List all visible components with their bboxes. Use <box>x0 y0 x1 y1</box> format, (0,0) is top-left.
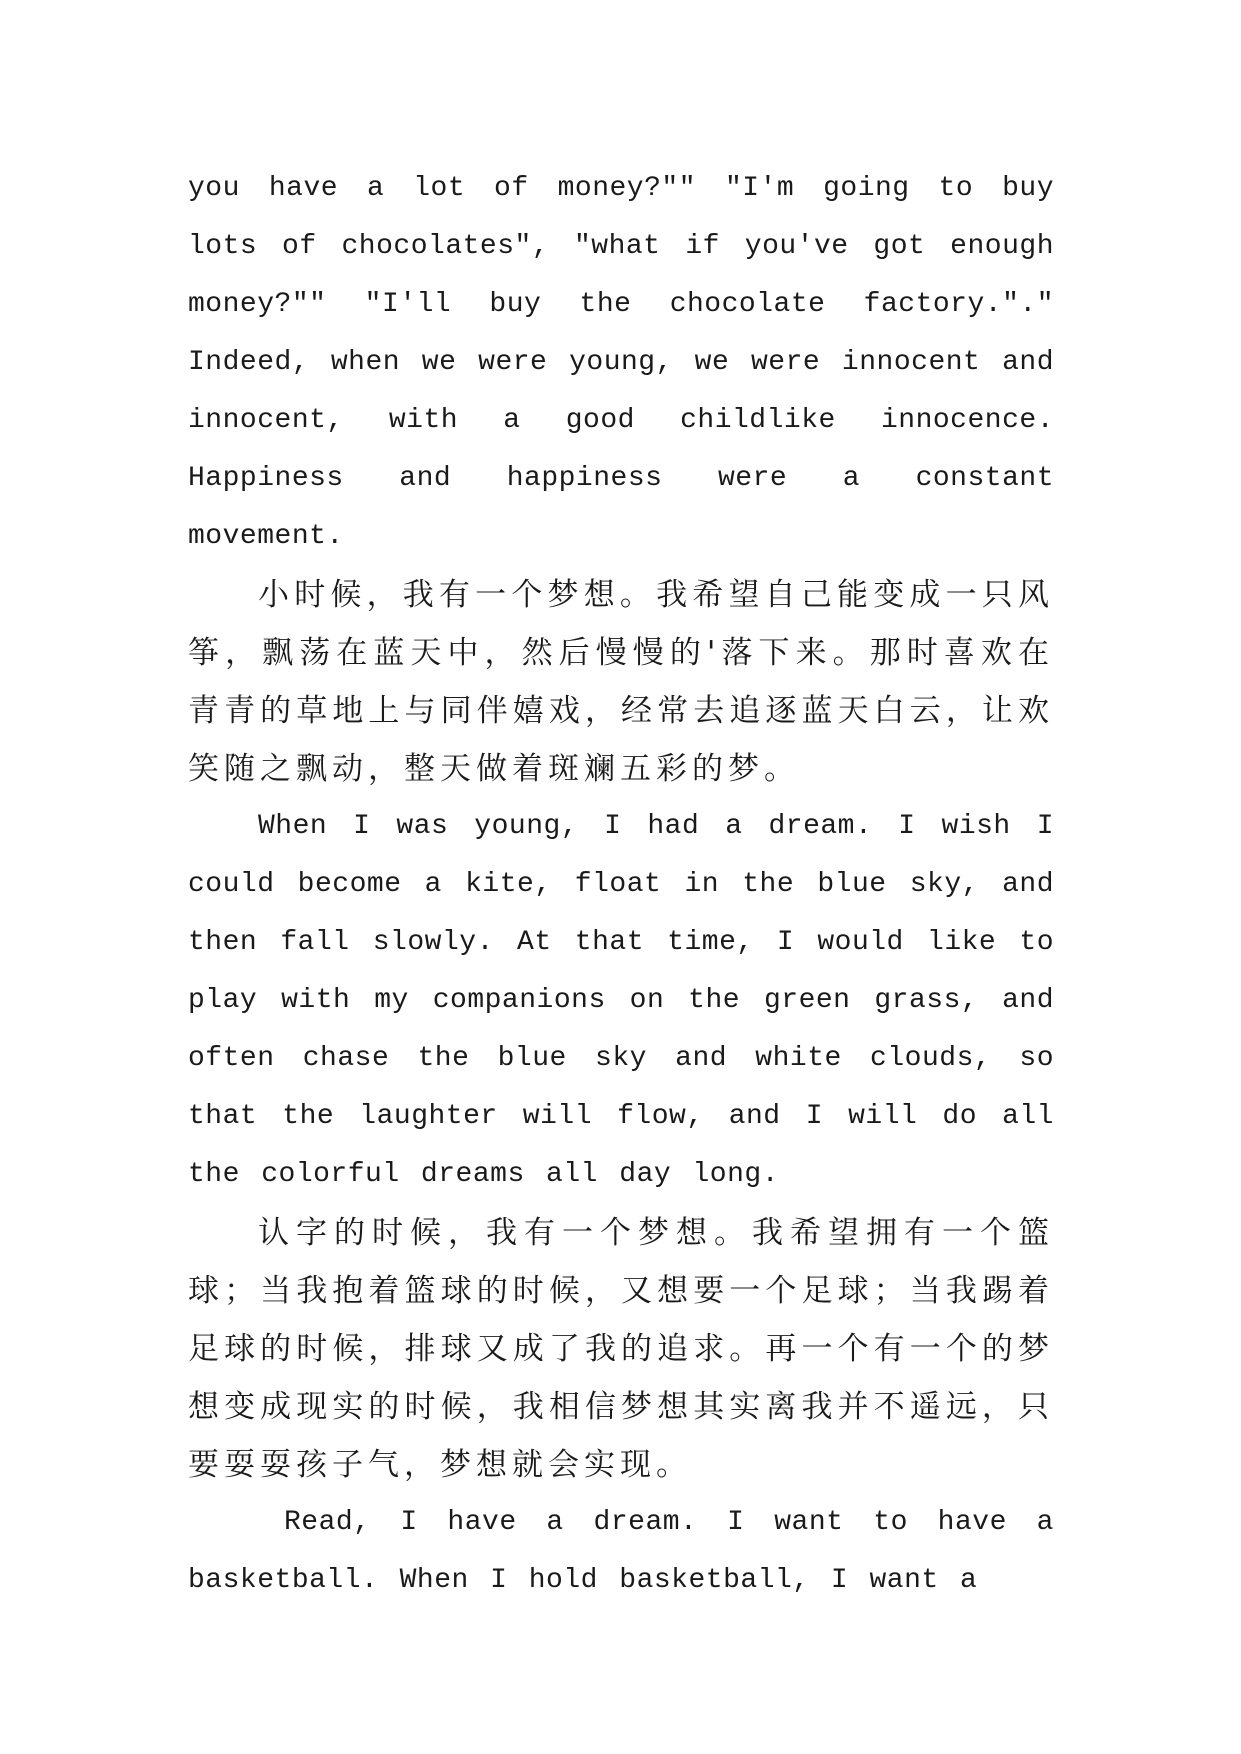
paragraph-chinese-ball-dream: 认字的时候，我有一个梦想。我希望拥有一个篮球；当我抱着篮球的时候，又想要一个足球；当我踢着足球的时候，排球又成了我的追求。再一个有一个的梦想变成现实的时候，我相信梦想其实离我并不遥远，只要耍耍孩子气，梦想就会实现。 <box>188 1215 1054 1483</box>
paragraph-chinese-kite-dream: 小时候，我有一个梦想。我希望自己能变成一只风筝，飘荡在蓝天中，然后慢慢的'落下来。那时喜欢在青青的草地上与同伴嬉戏，经常去追逐蓝天白云，让欢笑随之飘动，整天做着斑斓五彩的梦。 <box>188 577 1054 787</box>
paragraph-english-basketball-dream: Read, I have a dream. I want to have a basketball. When I hold basketball, I want a <box>188 1507 1054 1596</box>
paragraph-english-kite-dream: When I was young, I had a dream. I wish I could become a kite, float in the blue sky, and then fall slowly. At that time, I would like to play with my companions on the green grass, and often chase the blue sky and white clouds, so that the laughter will flow, and I will do all the colorful dreams all day long. <box>188 811 1054 1190</box>
paragraph-english-childhood-wishes: you have a lot of money?"" "I'm going to buy lots of chocolates", "what if you've got enough money?"" "I'll buy the chocolate factory."." Indeed, when we were young, we were innocent and innocent, with a good childlike innocence. Happiness and happiness were a constant movement. <box>188 173 1054 552</box>
document-body <box>188 160 1054 1610</box>
